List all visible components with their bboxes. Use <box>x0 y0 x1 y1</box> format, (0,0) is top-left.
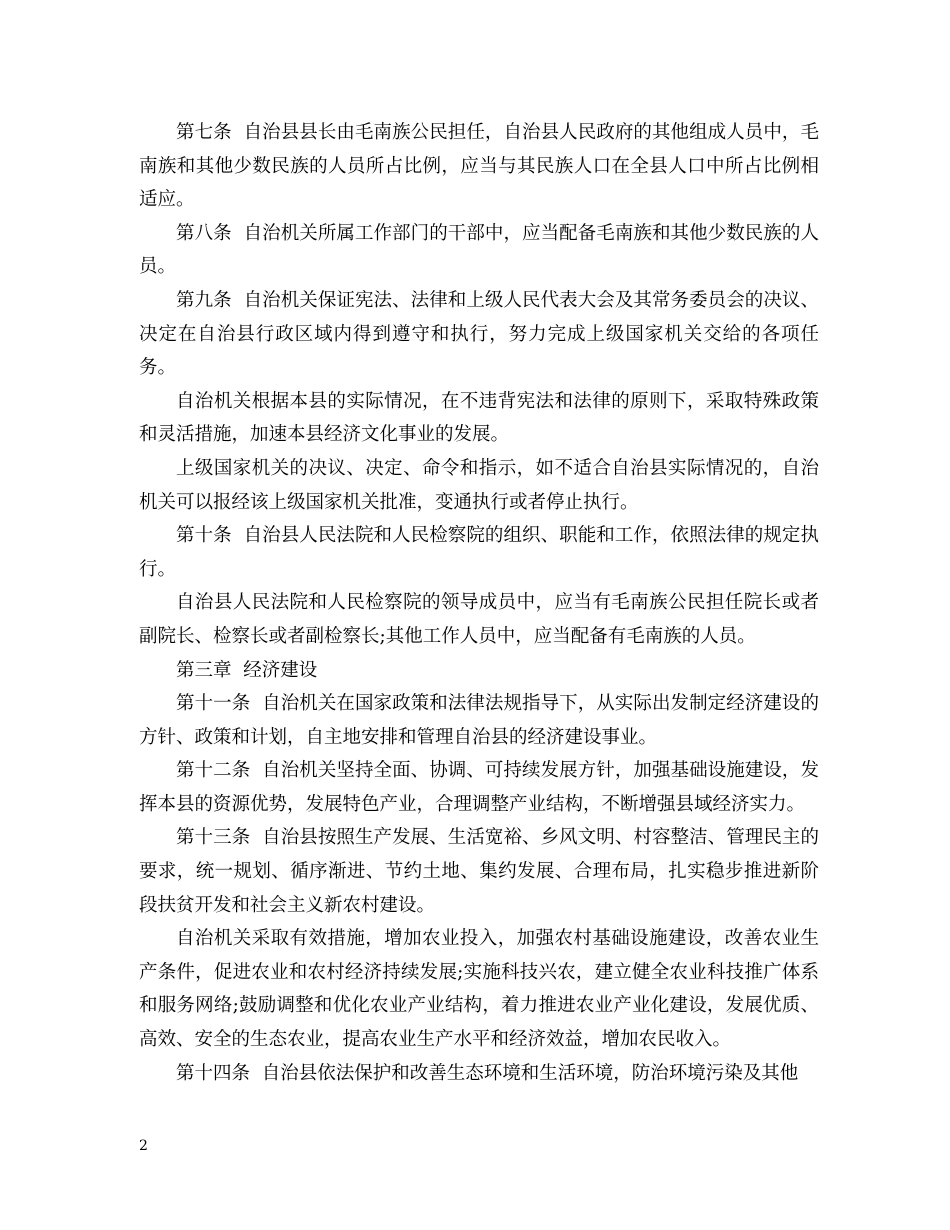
document-body <box>139 116 819 1090</box>
paragraph-article-12: 第十二条 自治机关坚持全面、协调、可持续发展方针，加强基础设施建设，发挥本县的资源优势，发展特色产业，合理调整产业结构，不断增强县域经济实力。 <box>139 760 819 815</box>
page-number: 2 <box>139 1138 148 1154</box>
paragraph-article-7: 第七条 自治县县长由毛南族公民担任，自治县人民政府的其他组成人员中，毛南族和其他少数民族的人员所占比例，应当与其民族人口在全县人口中所占比例相适应。 <box>139 122 819 211</box>
paragraph-article-13: 第十三条 自治县按照生产发展、生活宽裕、乡风文明、村容整洁、管理民主的要求，统一规划、循序渐进、节约土地、集约发展、合理布局，扎实稳步推进新阶段扶贫开发和社会主义新农村建设。 <box>139 827 819 916</box>
paragraph-article-13-clause-2: 自治机关采取有效措施，增加农业投入，加强农村基础设施建设，改善农业生产条件，促进农业和农村经济持续发展;实施科技兴农，建立健全农业科技推广体系和服务网络;鼓励调整和优化农业产业结构，着力推进农业产业化建设，发展优质、高效、安全的生态农业，提高农业生产水平和经济效益，增加农民收入。 <box>139 928 819 1051</box>
paragraph-article-14: 第十四条 自治县依法保护和改善生态环境和生活环境，防治环境污染及其他 <box>176 1062 799 1084</box>
paragraph-article-9-clause-3: 上级国家机关的决议、决定、命令和指示，如不适合自治县实际情况的，自治机关可以报经该上级国家机关批准，变通执行或者停止执行。 <box>139 457 819 513</box>
paragraph-article-10-clause-2: 自治县人民法院和人民检察院的领导成员中，应当有毛南族公民担任院长或者副院长、检察长或者副检察长;其他工作人员中，应当配备有毛南族的人员。 <box>139 592 819 647</box>
chapter-heading: 第三章 经济建设 <box>176 659 318 681</box>
paragraph-article-11: 第十一条 自治机关在国家政策和法律法规指导下，从实际出发制定经济建设的方针、政策和计划，自主地安排和管理自治县的经济建设事业。 <box>139 693 819 748</box>
paragraph-article-9-clause-2: 自治机关根据本县的实际情况，在不违背宪法和法律的原则下，采取特殊政策和灵活措施，加速本县经济文化事业的发展。 <box>139 390 819 446</box>
paragraph-article-8: 第八条 自治机关所属工作部门的干部中，应当配备毛南族和其他少数民族的人员。 <box>139 222 819 278</box>
paragraph-article-9: 第九条 自治机关保证宪法、法律和上级人民代表大会及其常务委员会的决议、决定在自治县行政区域内得到遵守和执行，努力完成上级国家机关交给的各项任务。 <box>139 289 819 379</box>
paragraph-article-10: 第十条 自治县人民法院和人民检察院的组织、职能和工作，依照法律的规定执行。 <box>139 525 819 580</box>
